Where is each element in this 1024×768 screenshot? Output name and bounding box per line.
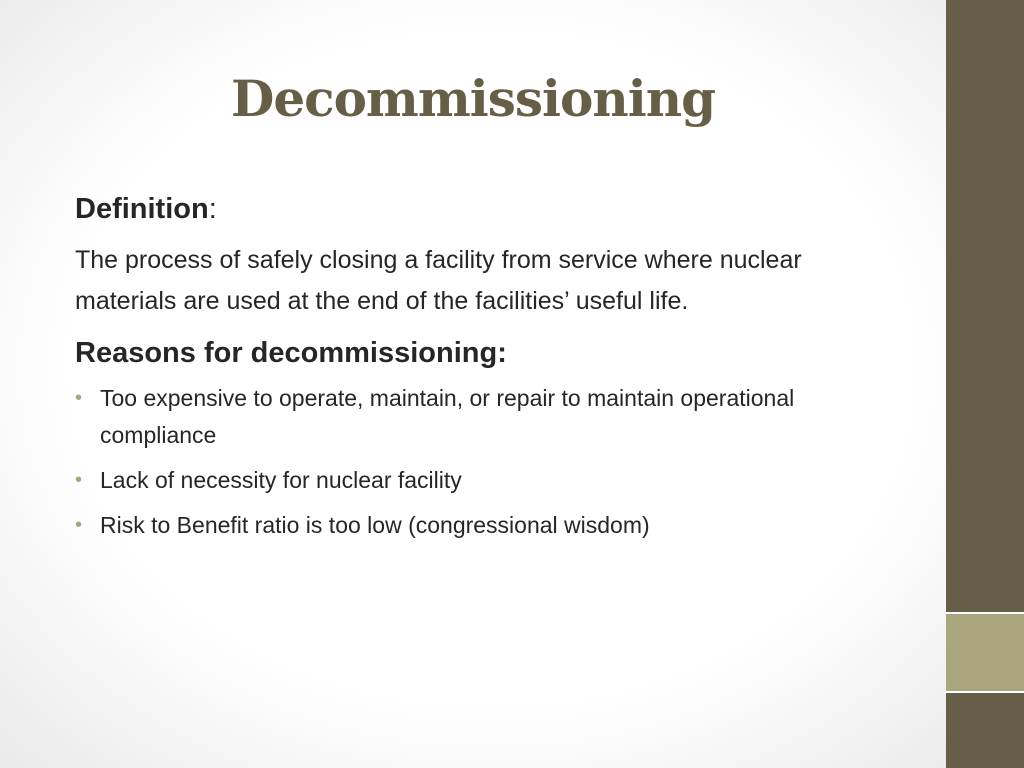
slide-content [75, 188, 875, 552]
sidebar-divider-bottom [946, 691, 1024, 693]
list-item-text: Lack of necessity for nuclear facility [100, 467, 462, 493]
definition-heading [75, 188, 875, 230]
bullet-icon: • [75, 514, 83, 536]
list-item [75, 380, 875, 454]
list-item [75, 462, 875, 499]
list-item-text: Risk to Benefit ratio is too low (congressional wisdom) [100, 512, 650, 538]
sidebar-band [946, 0, 1024, 768]
slide-title: Decommissioning [230, 69, 716, 128]
reasons-list [75, 380, 875, 544]
bullet-icon: • [75, 469, 83, 491]
list-item-text: Too expensive to operate, maintain, or repair to maintain operational compliance [100, 385, 795, 448]
definition-text: The process of safely closing a facility from service where nuclear materials are used at the end of the facilities’ useful life. [75, 246, 802, 315]
list-item [75, 507, 875, 544]
reasons-heading: Reasons for decommissioning: [75, 337, 507, 369]
sidebar-accent-block [946, 614, 1024, 691]
bullet-icon: • [75, 387, 83, 409]
definition-heading-label: Definition [75, 193, 209, 225]
definition-heading-colon: : [208, 193, 217, 225]
